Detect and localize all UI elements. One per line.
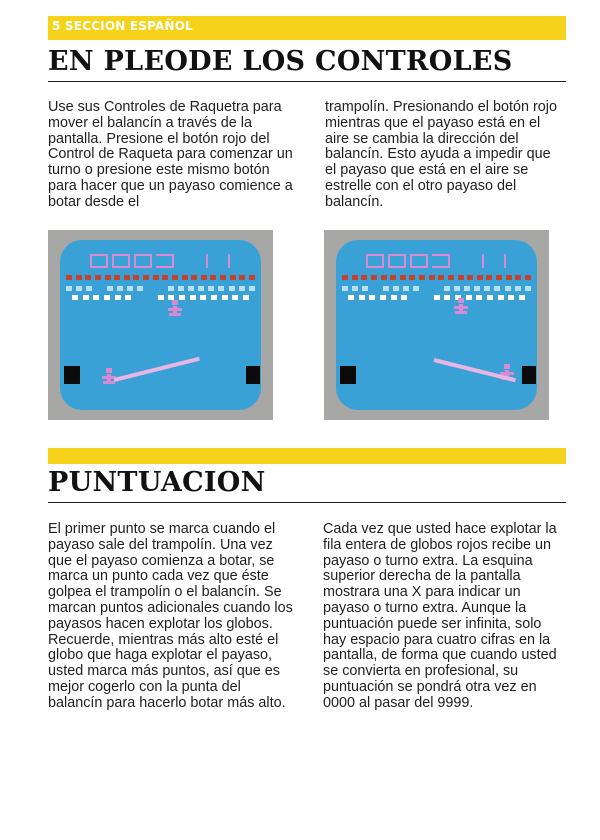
trampoline-right: [522, 366, 536, 384]
scoring-heading: PUNTUACION: [48, 467, 266, 498]
seesaw: [114, 357, 200, 382]
score-digit: [90, 254, 108, 268]
balloon-row-red: [342, 275, 531, 280]
mid-section-band: [48, 448, 566, 464]
score-digit: [156, 254, 174, 268]
controls-text-col2: trampolín. Presionando el botón rojo mientras que el payaso está en el aire se cambia la dirección del balancín. Esto ayuda a impedir que el payaso que está en el aire se estrelle con el otro payaso del balancín.: [325, 99, 557, 210]
controls-heading: EN PLEODE LOS CONTROLES: [48, 46, 513, 77]
lives-indicator: [482, 254, 488, 268]
lives-indicator: [504, 254, 510, 268]
clown-airborne: [168, 300, 182, 316]
trampoline-left: [340, 366, 356, 384]
score-digit: [112, 254, 130, 268]
trampoline-left: [64, 366, 80, 384]
section-tag: 5 SECCION ESPAÑOL: [52, 19, 193, 33]
game-screenshot-2: [324, 230, 549, 420]
score-digit: [366, 254, 384, 268]
trampoline-right: [246, 366, 260, 384]
balloon-row-white: [72, 295, 249, 300]
balloon-row-blue: [342, 286, 531, 291]
score-digit: [432, 254, 450, 268]
controls-text-col1: Use sus Controles de Raquetra para mover el balancín a través de la pantalla. Presione el botón rojo del Control de Raqueta para comenzar un turno o presione este mismo botón para hacer que un payaso comience a botar desde el: [48, 99, 293, 210]
game-screenshot-1: [48, 230, 273, 420]
tv-screen: [60, 240, 261, 410]
score-digit: [134, 254, 152, 268]
balloon-row-red: [66, 275, 255, 280]
balloon-row-blue: [66, 286, 255, 291]
balloon-row-white: [348, 295, 525, 300]
score-digit: [410, 254, 428, 268]
clown-airborne: [454, 298, 468, 314]
scoring-text-col1: El primer punto se marca cuando el payaso sale del trampolín. Una vez que el payaso comienza a botar, se marca un punto cada vez que éste golpea el trampolín o el balancín. Se marcan puntos adicionales cuando los payasos hacen explotar los globos. Recuerde, mientras más alto esté el globo que haga explotar el payaso, usted marca más puntos, así que es mejor cogerlo con la punta del balancín para hacerlo botar más alto.: [48, 521, 293, 711]
scoring-divider: [48, 502, 566, 503]
lives-indicator: [206, 254, 212, 268]
controls-divider: [48, 81, 566, 82]
lives-indicator: [228, 254, 234, 268]
tv-screen: [336, 240, 537, 410]
scoring-text-col2: Cada vez que usted hace explotar la fila entera de globos rojos recibe un payaso o turno extra. La esquina superior derecha de la pantalla mostrara una X para indicar un payaso o turno extra. Aunque la puntuación puede ser infinita, solo hay espacio para cuatro cifras en la pantalla, de forma que cuando usted se convierta en profesional, su puntuación se pondrá otra vez en 0000 al pasar del 9999.: [323, 521, 557, 711]
score-digit: [388, 254, 406, 268]
